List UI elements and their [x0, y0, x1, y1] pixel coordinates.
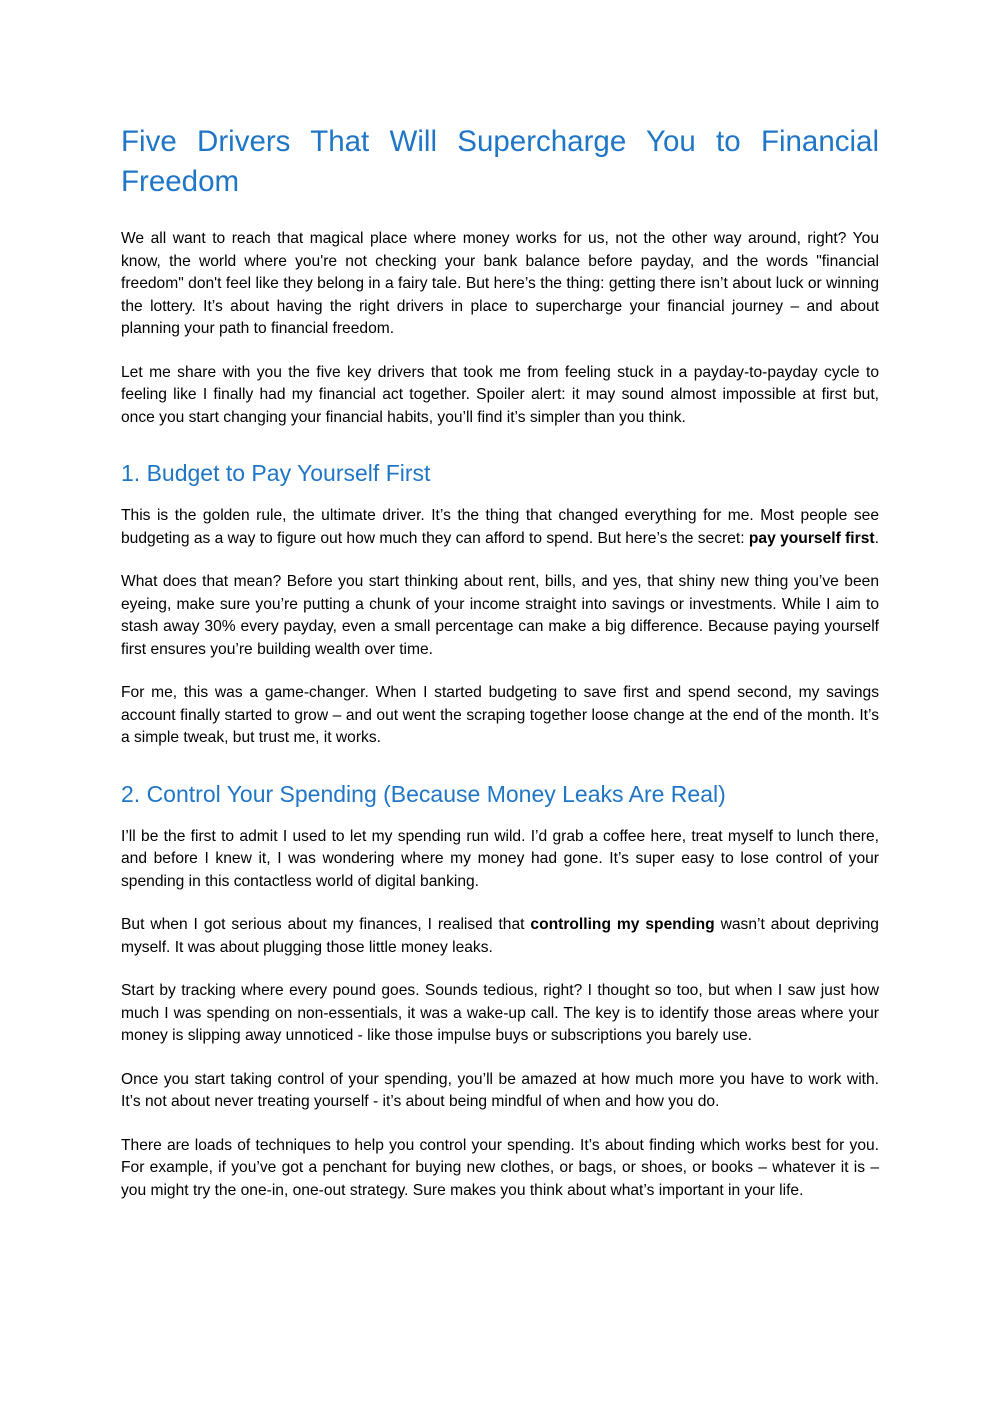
- spending-paragraph-5: There are loads of techniques to help you control your spending. It’s about finding which works best for you. For example, if you’ve got a penchant for buying new clothes, or bags, or shoes, or books – whatever it is – you might try the one-in, one-out strategy. Sure makes you think about what’s important in your life.: [121, 1136, 879, 1199]
- spending-paragraph-2-bold: controlling my spending: [530, 916, 715, 933]
- budget-paragraph-1-text: This is the golden rule, the ultimate driver. It’s the thing that changed everything for me. Most people see budgeting as a way to figure out how much they can afford to spend. But here’s the secret:: [121, 507, 879, 547]
- section-spending: [121, 778, 879, 1203]
- spending-paragraph-4: Once you start taking control of your spending, you’ll be amazed at how much more you have to work with. It’s not about never treating yourself - it’s about being mindful of when and how you do.: [121, 1070, 879, 1110]
- budget-paragraph-3: For me, this was a game-changer. When I started budgeting to save first and spend second, my savings account finally started to grow – and out went the scraping together loose change at the end of the month. It’s a simple tweak, but trust me, it works.: [121, 684, 879, 746]
- budget-paragraph-1: [121, 505, 879, 550]
- section-heading-spending: 2. Control Your Spending (Because Money Leaks Are Real): [121, 780, 726, 807]
- spending-paragraph-3: Start by tracking where every pound goes. Sounds tedious, right? I thought so too, but when I saw just how much I was spending on non-essentials, it was a wake-up call. The key is to identify those areas where your money is slipping away unnoticed - like those impulse buys or subscriptions you barely use.: [121, 982, 879, 1044]
- spending-paragraph-2-text: But when I got serious about my finances, I realised that: [121, 916, 531, 933]
- budget-paragraph-1-end: .: [874, 529, 879, 547]
- spending-paragraph-1: I’ll be the first to admit I used to let my spending run wild. I’d grab a coffee here, treat myself to lunch there, and before I knew it, I was wondering where my money had gone. It’s super easy to lose control of your spending in this contactless world of digital banking.: [121, 827, 879, 890]
- budget-paragraph-1-bold: pay yourself first: [748, 529, 875, 547]
- section-heading-budget: 1. Budget to Pay Yourself First: [121, 460, 431, 486]
- spending-paragraph-2-end: wasn’t about depriving myself. It was about plugging those little money leaks.: [121, 916, 879, 956]
- intro-paragraph-2: Let me share with you the five key drivers that took me from feeling stuck in a payday-to-payday cycle to feeling like I finally had my financial act together. Spoiler alert: it may sound almost impossible at first but, once you start changing your financial habits, you’ll find it’s simpler than you think.: [121, 363, 879, 426]
- article-title-line-2: Freedom: [121, 165, 240, 198]
- intro-paragraph-1: We all want to reach that magical place where money works for us, not the other way around, right? You know, the world where you're not checking your bank balance before payday, and the words "financial freedom" don't feel like they belong in a fairy tale. But here’s the thing: getting there isn’t about luck or winning the lottery. It’s about having the right drivers in place to supercharge your financial journey – and about planning your path to financial freedom.: [121, 230, 879, 337]
- article-title-line-1: Five Drivers That Will Supercharge You to Financial: [121, 125, 879, 158]
- spending-paragraph-2: [121, 914, 879, 959]
- budget-paragraph-2: What does that mean? Before you start thinking about rent, bills, and yes, that shiny new thing you’ve been eyeing, make sure you’re putting a chunk of your income straight into savings or investments. While I aim to stash away 30% every payday, even a small percentage can make a big difference. Because paying yourself first ensures you’re building wealth over time.: [121, 573, 879, 658]
- article-title: [121, 122, 879, 202]
- section-budget: [121, 457, 879, 750]
